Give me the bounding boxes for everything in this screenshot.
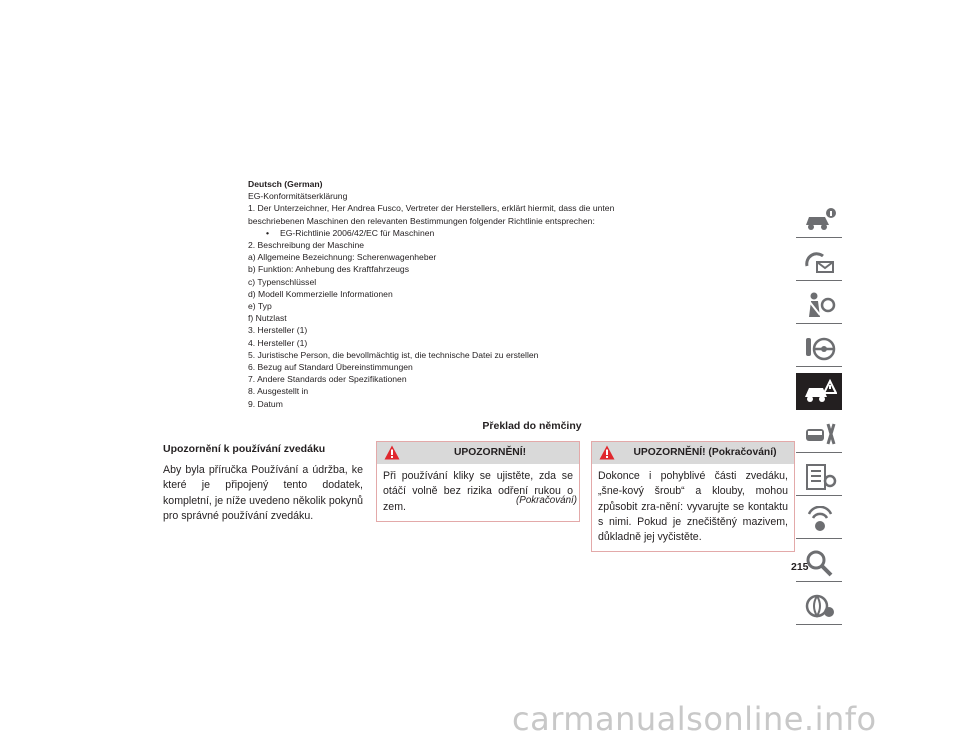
tab-multimedia[interactable] xyxy=(796,502,842,539)
car-info-icon xyxy=(803,205,837,233)
declaration-line: 9. Datum xyxy=(248,398,283,409)
declaration-line: 5. Juristische Person, die bevollmächtig ist, die technische Datei zu erstellen xyxy=(248,349,539,360)
tab-dashboard[interactable] xyxy=(796,244,842,281)
declaration-line: d) Modell Kommerzielle Informationen xyxy=(248,288,393,299)
tab-maintenance[interactable] xyxy=(796,416,842,453)
tab-emergency[interactable] xyxy=(796,373,842,410)
magnifier-icon xyxy=(803,549,837,577)
bullet-icon: • xyxy=(266,227,270,238)
declaration-line: EG-Konformitätserklärung xyxy=(248,191,348,202)
warning-box-continued xyxy=(591,441,795,552)
hazard-car-icon xyxy=(803,377,837,405)
declaration-line: beschriebenen Maschinen den relevanten Bestimmungen folgender Richtlinie entsprechen: xyxy=(248,215,595,226)
tab-safety[interactable] xyxy=(796,287,842,324)
page-number: 215 xyxy=(791,561,809,573)
warning-text: Při používání kliky se ujistěte, zda se otáčí volně bez rizika odření rukou o zem. xyxy=(383,470,573,513)
multimedia-icon xyxy=(803,506,837,534)
declaration-line: 2. Beschreibung der Maschine xyxy=(248,240,365,251)
section-title: Upozornění k používání zvedáku xyxy=(163,443,326,455)
dashboard-envelope-icon xyxy=(803,248,837,276)
declaration-line: e) Typ xyxy=(248,301,272,312)
declaration-bullet xyxy=(248,227,648,239)
declaration-line: 8. Ausgestellt in xyxy=(248,386,309,397)
tab-car-info[interactable] xyxy=(796,201,842,238)
tab-index[interactable] xyxy=(796,545,842,582)
declaration-line: 6. Bezug auf Standard Übereinstimmungen xyxy=(248,362,413,373)
declaration-line: a) Allgemeine Bezeichnung: Scherenwagenheber xyxy=(248,252,437,263)
specifications-icon xyxy=(803,463,837,491)
section-body: Aby byla příručka Používání a údržba, ke které je připojený tento dodatek, kompletní, je níže uvedeno několik pokynů pro správné používání zvedáku. xyxy=(163,464,363,522)
warning-header xyxy=(592,442,794,464)
continued-label: (Pokračování) xyxy=(516,495,577,506)
warning-triangle-icon xyxy=(384,445,400,460)
warning-text: Dokonce i pohyblivé části zvedáku, „šne-kový šroub“ a klouby, mohou způsobit zra-nění: vyvarujte se kontaktu s nimi. Pokud je znečištěný mazivem, důkladně jej vyčistěte. xyxy=(598,470,788,544)
tab-driving[interactable] xyxy=(796,330,842,367)
warning-triangle-icon xyxy=(599,445,615,460)
steering-wheel-icon xyxy=(803,334,837,362)
warning-title: UPOZORNĚNÍ! xyxy=(453,447,527,458)
tab-specifications[interactable] xyxy=(796,459,842,496)
declaration-line: 1. Der Unterzeichner, Her Andrea Fusco, Vertreter der Herstellers, erklärt hiermit, dass die unten xyxy=(248,203,615,214)
figure-caption: Překlad do němčiny xyxy=(482,420,582,432)
declaration-bullet-text: EG-Richtlinie 2006/42/EC für Maschinen xyxy=(280,227,435,238)
warning-title: UPOZORNĚNÍ! (Pokračování) xyxy=(633,447,777,458)
car-tools-icon xyxy=(803,420,837,448)
declaration-line: c) Typenschlüssel xyxy=(248,276,317,287)
seatbelt-airbag-icon xyxy=(803,291,837,319)
declaration-line: 7. Andere Standards oder Spezifikationen xyxy=(248,374,407,385)
declaration-block xyxy=(248,178,648,410)
declaration-line: 3. Hersteller (1) xyxy=(248,325,308,336)
declaration-heading: Deutsch (German) xyxy=(248,179,323,189)
warning-box xyxy=(376,441,580,522)
tab-language[interactable] xyxy=(796,588,842,625)
declaration-line: b) Funktion: Anhebung des Kraftfahrzeugs xyxy=(248,264,409,275)
declaration-line: 4. Hersteller (1) xyxy=(248,337,308,348)
language-icon xyxy=(803,592,837,620)
warning-header xyxy=(377,442,579,464)
declaration-line: f) Nutzlast xyxy=(248,313,287,324)
chapter-tabs xyxy=(796,201,842,631)
watermark: carmanualsonline.info xyxy=(512,700,877,738)
